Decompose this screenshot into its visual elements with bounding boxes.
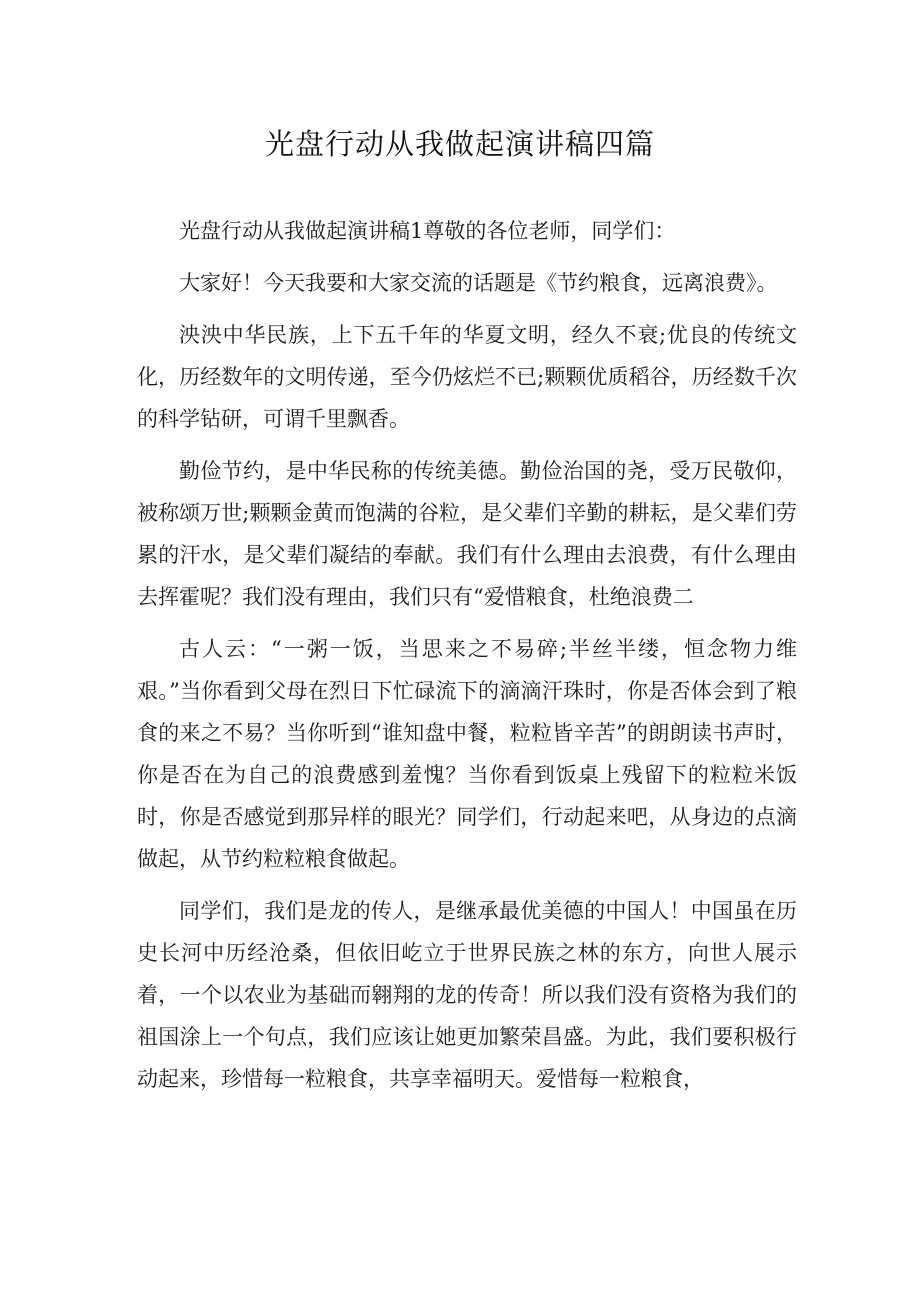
document-title: 光盘行动从我做起演讲稿四篇 <box>264 127 655 161</box>
document-body <box>137 210 797 1110</box>
paragraph-3: 泱泱中华民族，上下五千年的华夏文明，经久不衰;优良的传统文化，历经数年的文明传递，至今仍炫烂不已;颗颗优质稻谷，历经数千次的科学钻研，可谓千里飘香。 <box>137 323 797 431</box>
paragraph-1: 光盘行动从我做起演讲稿1尊敬的各位老师，同学们： <box>179 219 676 243</box>
paragraph-6: 同学们，我们是龙的传人，是继承最优美德的中国人！中国虽在历史长河中历经沧桑，但依旧屹立于世界民族之林的东方，向世人展示着，一个以农业为基础而翱翔的龙的传奇！所以我们没有资格为我们的祖国涂上一个句点，我们应该让她更加繁荣昌盛。为此，我们要积极行动起来，珍惜每一粒粮食，共享幸福明天。爱惜每一粒粮食， <box>137 899 797 1091</box>
paragraph-2: 大家好！今天我要和大家交流的话题是《节约粮食，远离浪费》。 <box>179 271 778 295</box>
paragraph-5: 古人云：“一粥一饭，当思来之不易碎;半丝半缕，恒念物力维艰。”当你看到父母在烈日下忙碌流下的滴滴汗珠时，你是否体会到了粮食的来之不易？当你听到“谁知盘中餐，粒粒皆辛苦”的朗朗读书声时，你是否在为自己的浪费感到羞愧？当你看到饭桌上残留下的粒粒米饭时，你是否感觉到那异样的眼光？同学们，行动起来吧，从身边的点滴做起，从节约粒粒粮食做起。 <box>137 637 797 871</box>
paragraph-4: 勤俭节约，是中华民称的传统美德。勤俭治国的尧，受万民敬仰，被称颂万世;颗颗金黄而饱满的谷粒，是父辈们辛勤的耕耘，是父辈们劳累的汗水，是父辈们凝结的奉献。我们有什么理由去浪费，有什么理由去挥霍呢？我们没有理由，我们只有“爱惜粮食，杜绝浪费二 <box>137 459 797 609</box>
